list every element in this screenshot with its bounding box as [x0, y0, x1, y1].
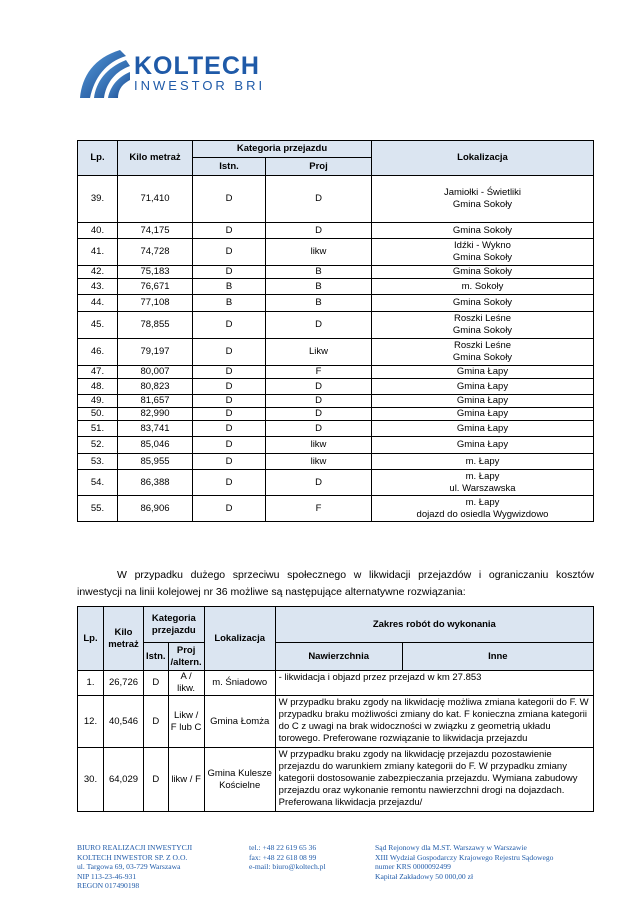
footer-line: BIURO REALIZACJI INWESTYCJI	[77, 843, 193, 852]
table-row	[78, 454, 594, 470]
cell-proj: A / likw.	[168, 671, 204, 696]
lokalizacja-line: Roszki Leśne	[453, 313, 512, 324]
lokalizacja-line: m. Łapy	[465, 455, 500, 467]
cell-lokalizacja: m. Śniadowo	[204, 671, 275, 696]
cell-istn: D	[144, 696, 169, 748]
header-lokalizacja: Lokalizacja	[372, 141, 594, 176]
lokalizacja-line: m. Łapy	[465, 470, 500, 482]
cell-istn: D	[193, 496, 266, 522]
cell-kilometraz: 82,990	[118, 408, 193, 421]
cell-lp: 12.	[78, 696, 104, 748]
lokalizacja-line: m. Łapy	[465, 496, 500, 508]
cell-proj: likw	[266, 454, 372, 470]
footer-fax: fax: +48 22 618 08 99	[249, 852, 317, 862]
cell-lp: 1.	[78, 671, 104, 696]
cell-lp: 43.	[78, 279, 118, 295]
cell-istn: D	[193, 312, 266, 339]
cell-kilometraz: 80,823	[118, 379, 193, 395]
footer-line: REGON 017490198	[77, 881, 140, 891]
cell-lokalizacja	[372, 470, 594, 496]
table-row	[78, 496, 594, 522]
company-logo	[76, 46, 286, 102]
paragraph-text: W przypadku dużego sprzeciwu społecznego w likwidacji przejazdów i ograniczaniu kosztów inwestycji na linii kolejowej nr 36 możliwe są następujące alternatywne rozwiązania:	[77, 569, 594, 598]
cell-lp: 30.	[78, 748, 104, 812]
cell-kilometraz: 80,007	[118, 366, 193, 379]
cell-lokalizacja	[372, 379, 594, 395]
logo-subtitle: INWESTOR BRI	[134, 78, 266, 93]
cell-kilometraz: 76,671	[118, 279, 193, 295]
table-row	[78, 223, 594, 239]
cell-proj: D	[266, 379, 372, 395]
cell-lp: 42.	[78, 266, 118, 279]
cell-proj: D	[266, 312, 372, 339]
cell-kilometraz: 79,197	[118, 339, 193, 366]
cell-lokalizacja: Gmina Kulesze Kościelne	[204, 748, 275, 812]
footer-line: ul. Targowa 69, 03-729 Warszawa	[77, 862, 181, 872]
cell-proj: D	[266, 395, 372, 408]
cell-istn: D	[193, 395, 266, 408]
cell-lp: 50.	[78, 408, 118, 421]
cell-kilometraz: 26,726	[104, 671, 144, 696]
table-row	[78, 696, 594, 748]
cell-lokalizacja	[372, 408, 594, 421]
lokalizacja-line: Gmina Sokoły	[452, 266, 513, 277]
cell-proj: Likw / F lub C	[168, 696, 204, 748]
cell-istn: D	[193, 339, 266, 366]
cell-kilometraz: 85,955	[118, 454, 193, 470]
cell-proj: D	[266, 421, 372, 437]
cell-nawierzchnia: W przypadku braku zgody na likwidację przejazdu pozostawienie przejazdu do warunkiem zmiany kategorii do F. W przypadku zmiany kategorii dostosowanie zabezpieczania przejazdu. Wymiana zabudowy przejazdu oraz wykonanie remontu nawierzchni drogi na dojazdach. Preferowana likwidacja przejazdu/	[275, 748, 593, 812]
header-lokalizacja: Lokalizacja	[204, 607, 275, 671]
table-row	[78, 748, 594, 812]
table-row	[78, 366, 594, 379]
table-row	[78, 395, 594, 408]
footer-line: XIII Wydział Gospodarczy Krajowego Rejestru Sądowego	[375, 852, 554, 862]
cell-istn: D	[193, 454, 266, 470]
cell-lp: 55.	[78, 496, 118, 522]
cell-proj: B	[266, 266, 372, 279]
cell-istn: D	[144, 671, 169, 696]
lokalizacja-line: ul. Warszawska	[449, 482, 516, 494]
cell-lokalizacja	[372, 437, 594, 454]
cell-lp: 48.	[78, 379, 118, 395]
cell-proj: D	[266, 176, 372, 223]
cell-istn: B	[193, 279, 266, 295]
cell-nawierzchnia: W przypadku braku zgody na likwidację możliwa zmiana kategorii do F. W przypadku braku możliwości zmiany do kat. F konieczna zmiana kategorii do C z uwagi na brak widoczności w związku z geometrią układu torowego. Preferowane rozwiązanie to likwidacja przejazdu	[275, 696, 593, 748]
cell-lokalizacja	[372, 239, 594, 266]
cell-proj: D	[266, 223, 372, 239]
lokalizacja-line: Gmina Sokoły	[452, 252, 513, 263]
cell-proj: Likw	[266, 339, 372, 366]
cell-lp: 44.	[78, 295, 118, 312]
table-row	[78, 279, 594, 295]
cell-istn: D	[144, 748, 169, 812]
table-row	[78, 176, 594, 223]
header-zakres: Zakres robót do wykonania	[275, 607, 593, 643]
cell-lp: 47.	[78, 366, 118, 379]
cell-lp: 49.	[78, 395, 118, 408]
cell-kilometraz: 77,108	[118, 295, 193, 312]
header-istn: Istn.	[144, 643, 169, 671]
cell-lokalizacja	[372, 496, 594, 522]
header-lp: Lp.	[78, 607, 104, 671]
crossings-table	[77, 140, 594, 522]
table-row	[78, 312, 594, 339]
footer-line: NIP 113-23-46-931	[77, 871, 137, 881]
cell-lokalizacja	[372, 395, 594, 408]
table-row	[78, 379, 594, 395]
lokalizacja-line: Gmina Sokoły	[452, 325, 513, 336]
lokalizacja-line: Gmina Łapy	[456, 439, 509, 450]
cell-kilometraz: 81,657	[118, 395, 193, 408]
alternatives-paragraph	[77, 567, 594, 601]
header-proj: Proj	[266, 158, 372, 176]
lokalizacja-line: Gmina Łapy	[456, 422, 509, 434]
header-lp: Lp.	[78, 141, 118, 176]
table-row	[78, 239, 594, 266]
footer-contact	[249, 843, 326, 872]
lokalizacja-line: Roszki Leśne	[453, 340, 512, 351]
lokalizacja-line: Gmina Sokoły	[452, 224, 513, 236]
cell-lokalizacja	[372, 312, 594, 339]
cell-lp: 45.	[78, 312, 118, 339]
table-row	[78, 266, 594, 279]
header-proj: Proj /altern.	[168, 643, 204, 671]
lokalizacja-line: Gmina Łapy	[456, 408, 509, 419]
cell-istn: D	[193, 366, 266, 379]
header-istn: Istn.	[193, 158, 266, 176]
table-row	[78, 339, 594, 366]
cell-lokalizacja	[372, 454, 594, 470]
cell-lokalizacja	[372, 279, 594, 295]
cell-kilometraz: 74,728	[118, 239, 193, 266]
cell-lokalizacja	[372, 266, 594, 279]
cell-proj: likw	[266, 437, 372, 454]
table-row	[78, 295, 594, 312]
cell-lp: 41.	[78, 239, 118, 266]
table-row	[78, 671, 594, 696]
cell-kilometraz: 86,906	[118, 496, 193, 522]
cell-lp: 52.	[78, 437, 118, 454]
cell-kilometraz: 40,546	[104, 696, 144, 748]
lokalizacja-line: Gmina Łapy	[456, 380, 509, 392]
header-nawierzchnia: Nawierzchnia	[275, 643, 402, 671]
cell-lp: 51.	[78, 421, 118, 437]
cell-proj: B	[266, 295, 372, 312]
header-kategoria: Kategoria przejazdu	[193, 141, 372, 158]
lokalizacja-line: Jamiołki - Świetliki	[443, 187, 522, 198]
footer-phone: tel.: +48 22 619 65 36	[249, 843, 317, 852]
table-row	[78, 421, 594, 437]
lokalizacja-line: Gmina Łapy	[456, 366, 509, 377]
cell-lokalizacja	[372, 295, 594, 312]
cell-kilometraz: 78,855	[118, 312, 193, 339]
header-kilometraz: Kilo metraż	[118, 141, 193, 176]
lokalizacja-line: m. Sokoły	[461, 280, 504, 292]
footer-email: e-mail: biuro@koltech.pl	[249, 862, 326, 872]
cell-lokalizacja: Gmina Łomża	[204, 696, 275, 748]
cell-proj: D	[266, 470, 372, 496]
cell-proj: likw	[266, 239, 372, 266]
footer-line: numer KRS 0000092499	[375, 862, 451, 872]
cell-istn: D	[193, 379, 266, 395]
lokalizacja-line: Gmina Łapy	[456, 395, 509, 406]
footer-company	[77, 843, 192, 891]
cell-istn: D	[193, 176, 266, 223]
table-row	[78, 437, 594, 454]
cell-kilometraz: 85,046	[118, 437, 193, 454]
cell-nawierzchnia: - likwidacja i objazd przez przejazd w km 27.853	[275, 671, 593, 696]
cell-kilometraz: 75,183	[118, 266, 193, 279]
cell-proj: F	[266, 496, 372, 522]
header-inne: Inne	[402, 643, 593, 671]
header-kategoria: Kategoria przejazdu	[144, 607, 205, 643]
cell-proj: F	[266, 366, 372, 379]
cell-istn: D	[193, 437, 266, 454]
cell-kilometraz: 71,410	[118, 176, 193, 223]
table-row	[78, 470, 594, 496]
cell-istn: B	[193, 295, 266, 312]
table-row	[78, 408, 594, 421]
alternatives-table	[77, 606, 594, 812]
footer-line: KOLTECH INWESTOR SP. Z O.O.	[77, 852, 188, 862]
cell-istn: D	[193, 266, 266, 279]
cell-lp: 40.	[78, 223, 118, 239]
cell-istn: D	[193, 239, 266, 266]
cell-proj: likw / F	[168, 748, 204, 812]
cell-istn: D	[193, 421, 266, 437]
lokalizacja-line: Gmina Sokoły	[452, 199, 513, 210]
lokalizacja-line: Idźki - Wykno	[454, 240, 511, 251]
cell-lp: 46.	[78, 339, 118, 366]
cell-lokalizacja	[372, 421, 594, 437]
cell-proj: D	[266, 408, 372, 421]
lokalizacja-line: dojazd do osiedla Wygwizdowo	[416, 508, 549, 520]
logo-icon	[76, 46, 132, 102]
lokalizacja-line: Gmina Sokoły	[452, 297, 513, 308]
cell-lp: 54.	[78, 470, 118, 496]
cell-kilometraz: 64,029	[104, 748, 144, 812]
footer-line: Sąd Rejonowy dla M.ST. Warszawy w Warszawie	[375, 843, 527, 852]
cell-lokalizacja	[372, 339, 594, 366]
cell-kilometraz: 83,741	[118, 421, 193, 437]
cell-lokalizacja	[372, 223, 594, 239]
cell-istn: D	[193, 470, 266, 496]
lokalizacja-line: Gmina Sokoły	[452, 352, 513, 363]
logo-name: KOLTECH	[134, 52, 260, 80]
footer-registry	[375, 843, 553, 881]
cell-istn: D	[193, 408, 266, 421]
cell-kilometraz: 74,175	[118, 223, 193, 239]
cell-kilometraz: 86,388	[118, 470, 193, 496]
footer-line: Kapitał Zakładowy 50 000,00 zł	[375, 871, 474, 881]
header-kilometraz: Kilo metraż	[104, 607, 144, 671]
cell-lokalizacja	[372, 176, 594, 223]
cell-lokalizacja	[372, 366, 594, 379]
cell-proj: B	[266, 279, 372, 295]
cell-istn: D	[193, 223, 266, 239]
cell-lp: 39.	[78, 176, 118, 223]
cell-lp: 53.	[78, 454, 118, 470]
